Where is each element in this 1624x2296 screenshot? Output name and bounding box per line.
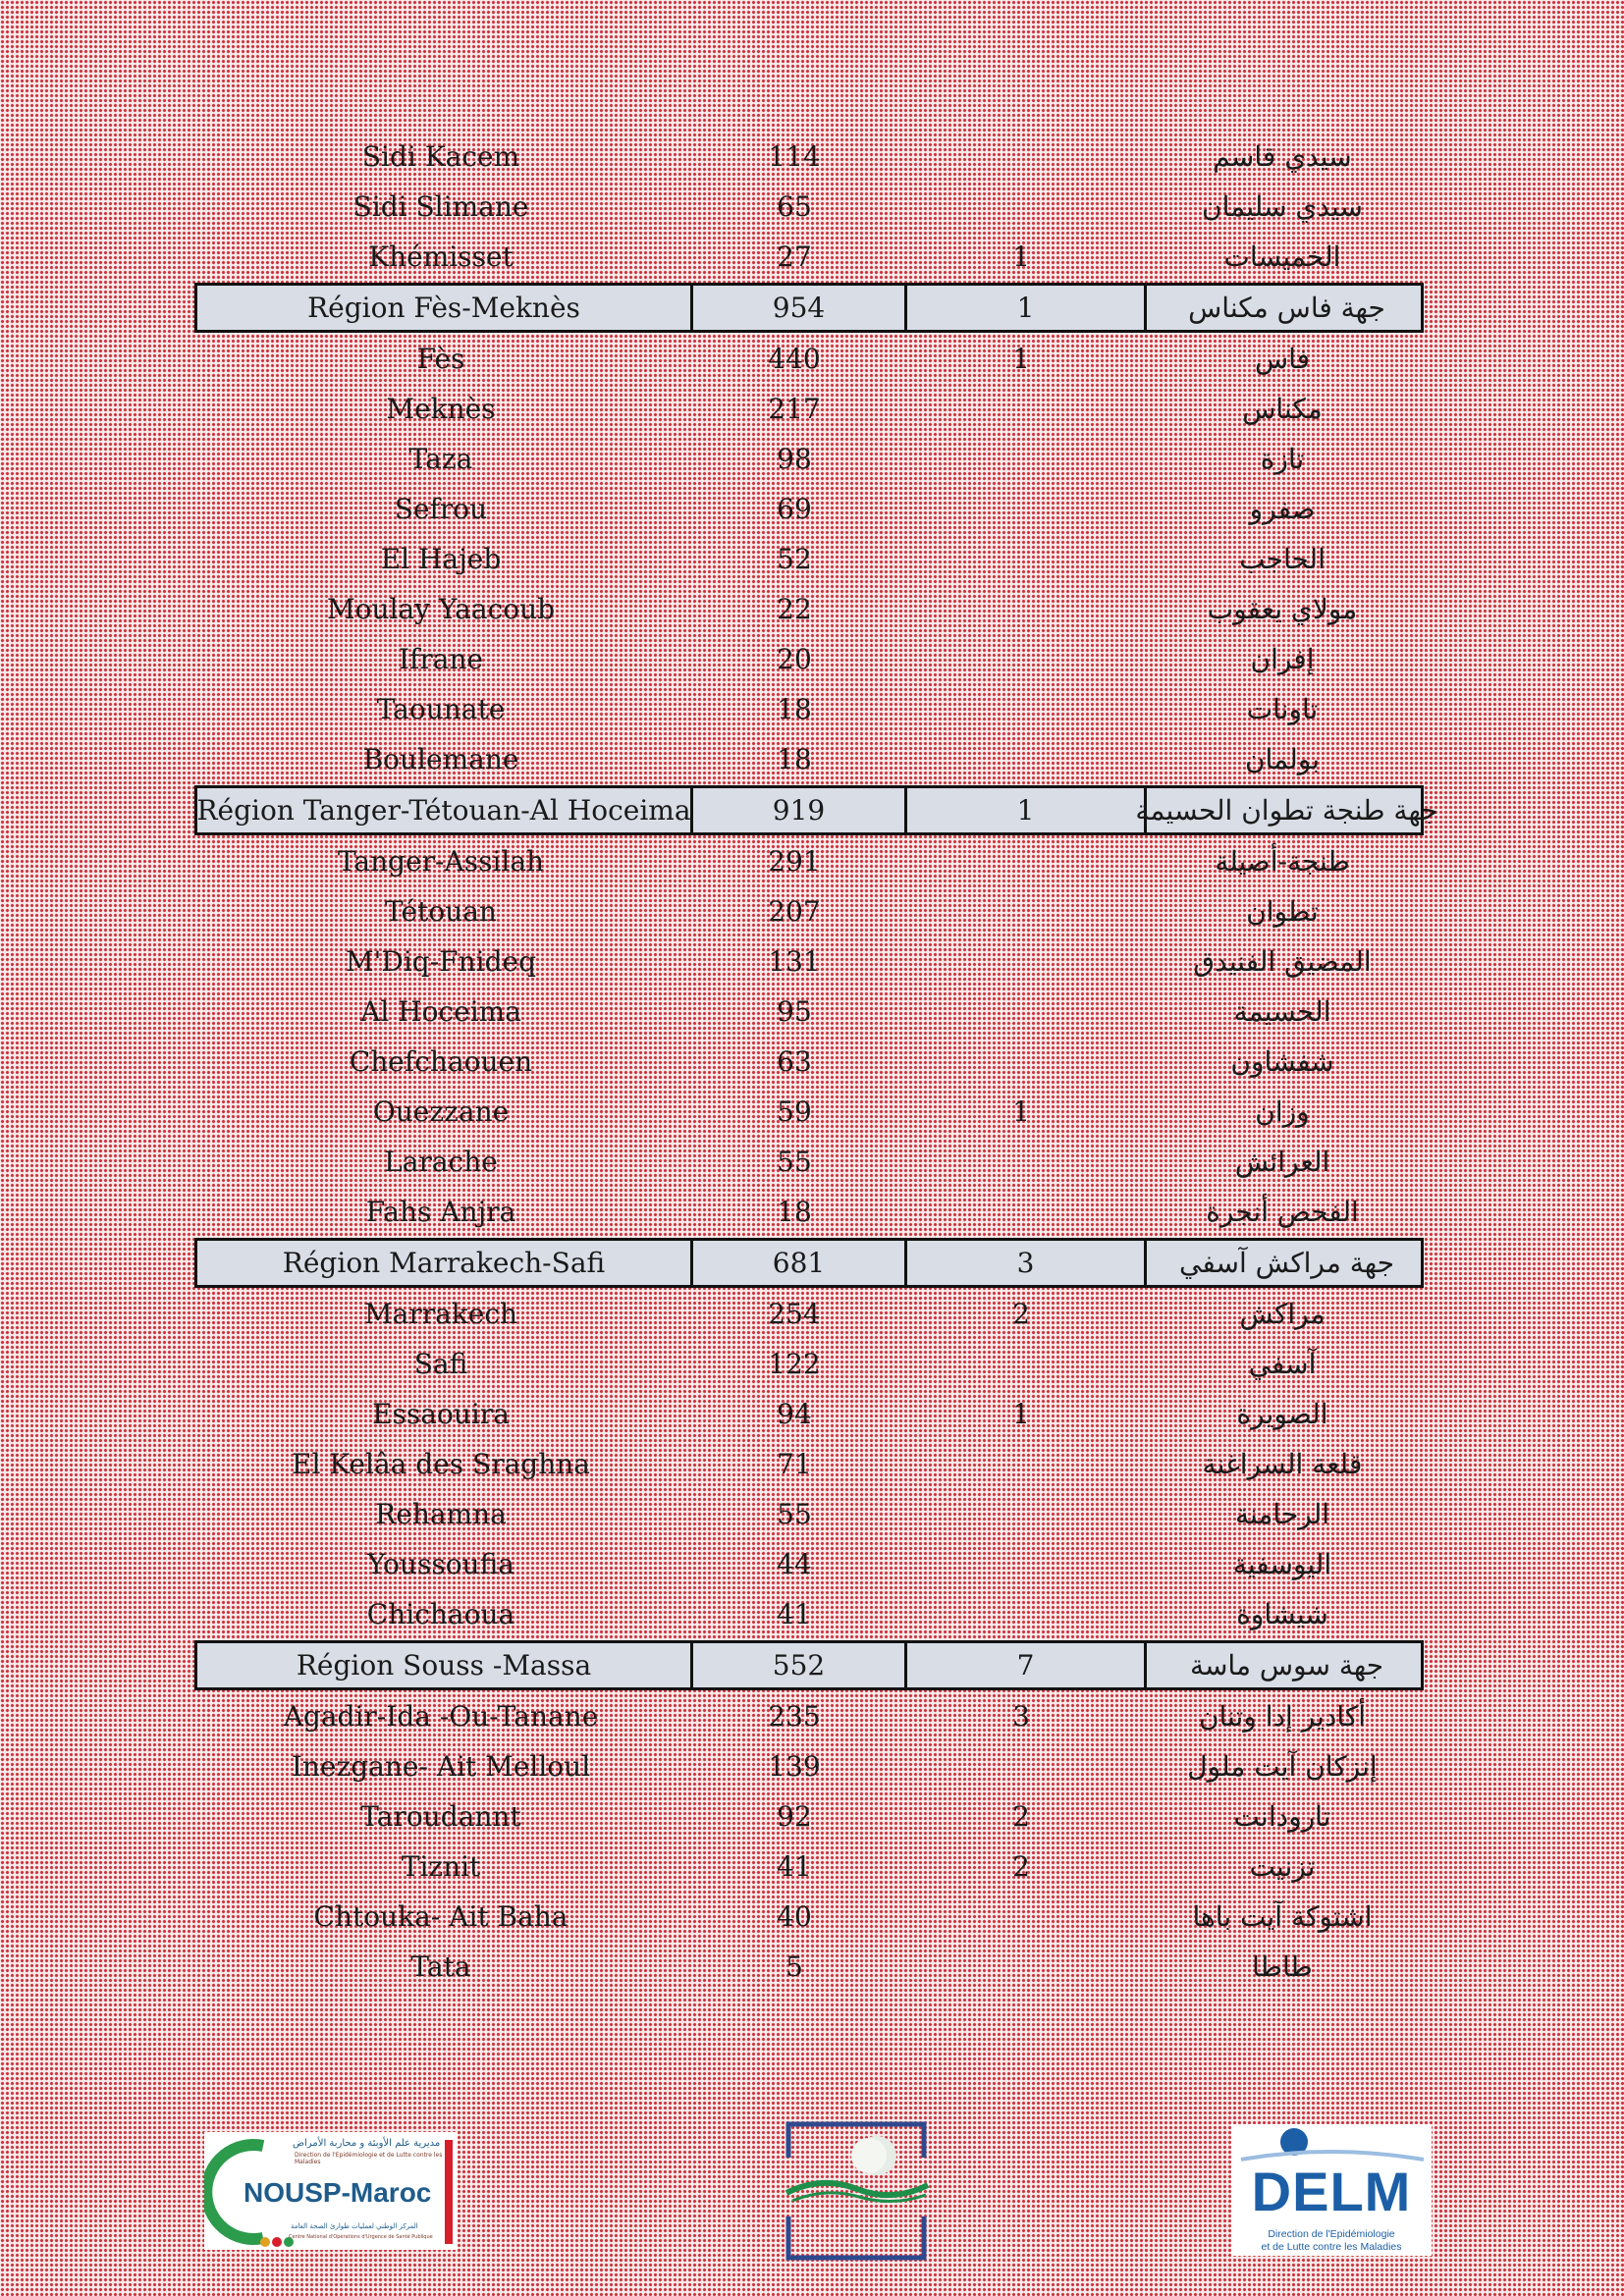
province-row — [194, 1439, 1424, 1489]
name-ar-cell: بولمان — [1244, 743, 1321, 775]
name-fr-cell: Ouezzane — [372, 1095, 510, 1128]
name-ar-cell: طاطا — [1252, 1950, 1313, 1983]
cases-cell: 18 — [777, 743, 812, 775]
nousp-name: NOUSP-Maroc — [244, 2177, 432, 2208]
province-row — [194, 182, 1424, 232]
province-row — [194, 1187, 1424, 1237]
cases-cell: 69 — [777, 493, 812, 525]
deaths-cell: 3 — [1012, 1700, 1030, 1733]
province-row — [194, 1791, 1424, 1842]
name-ar-cell: تازة — [1260, 443, 1305, 475]
ministry-emblem-icon — [783, 2118, 930, 2264]
name-fr-cell: Région Marrakech-Safi — [282, 1247, 606, 1279]
name-fr-cell: Youssoufia — [367, 1548, 514, 1580]
name-ar-cell: سيدي قاسم — [1213, 140, 1352, 173]
name-fr-cell: Sidi Kacem — [361, 140, 520, 173]
name-ar-cell: شيشاوة — [1236, 1598, 1328, 1630]
nousp-arabic-subtitle: المركز الوطني لعمليات طوارئ الصحة العامة — [291, 2222, 418, 2230]
name-ar-cell: إفران — [1250, 643, 1315, 675]
province-row — [194, 1741, 1424, 1791]
name-ar-cell: إنزكان آيت ملول — [1187, 1750, 1378, 1783]
delm-logo — [1231, 2124, 1432, 2256]
province-row — [194, 1691, 1424, 1741]
deaths-cell: 1 — [904, 788, 1144, 832]
deaths-cell: 1 — [1012, 1095, 1030, 1128]
region-row — [194, 785, 1438, 835]
name-ar-cell: وزان — [1255, 1095, 1310, 1128]
name-fr-cell: Sidi Slimane — [352, 190, 529, 223]
name-fr-cell: Safi — [413, 1348, 468, 1380]
name-fr-cell: Tiznit — [401, 1850, 481, 1883]
province-row — [194, 836, 1424, 886]
name-ar-cell: جهة سوس ماسة — [1144, 1643, 1427, 1687]
province-row — [194, 1037, 1424, 1087]
province-row — [194, 434, 1424, 484]
name-fr-cell: Chefchaouen — [349, 1045, 533, 1078]
cases-cell: 52 — [777, 543, 812, 575]
name-fr-cell: Taza — [408, 443, 473, 475]
cases-cell: 18 — [777, 693, 812, 725]
name-fr-cell: Larache — [384, 1146, 498, 1178]
name-fr-cell: Tétouan — [385, 895, 497, 928]
nousp-maroc-logo — [204, 2132, 458, 2250]
province-row — [194, 734, 1424, 784]
name-ar-cell: جهة مراكش آسفي — [1144, 1241, 1427, 1285]
nousp-french-subtitle: Centre National d'Opérations d'Urgence de Santé Publique — [289, 2234, 433, 2240]
name-fr-cell: Khémisset — [368, 240, 514, 273]
name-fr-cell: Al Hoceima — [360, 995, 521, 1028]
cases-cell: 954 — [690, 286, 904, 330]
province-row — [194, 334, 1424, 384]
name-ar-cell: شفشاون — [1230, 1045, 1334, 1078]
province-row — [194, 1137, 1424, 1187]
name-ar-cell: طنجة-أصيلة — [1215, 845, 1350, 878]
name-fr-cell: Tata — [410, 1950, 471, 1983]
deaths-cell: 2 — [1012, 1800, 1030, 1833]
cases-cell: 235 — [768, 1700, 821, 1733]
region-row — [194, 1238, 1424, 1288]
delm-name: DELM — [1251, 2161, 1412, 2222]
province-row — [194, 1339, 1424, 1389]
delm-subtitle-line1: Direction de l'Epidémiologie — [1268, 2228, 1395, 2240]
cases-cell: 5 — [785, 1950, 803, 1983]
nousp-arabic-title: مديرية علم الأوبئة و محاربة الأمراض — [293, 2138, 441, 2149]
name-ar-cell: الحسيمة — [1233, 995, 1331, 1028]
name-fr-cell: Taroudannt — [360, 1800, 521, 1833]
name-ar-cell: جهة فاس مكناس — [1144, 286, 1427, 330]
name-ar-cell: الفحص أنجرة — [1206, 1196, 1359, 1228]
regional-cases-table — [194, 132, 1438, 1992]
deaths-cell: 1 — [1012, 1398, 1030, 1430]
province-row — [194, 1389, 1424, 1439]
cases-cell: 291 — [768, 845, 821, 878]
name-ar-cell: تطوان — [1246, 895, 1319, 928]
ministry-logo — [783, 2118, 930, 2264]
name-ar-cell: آسفي — [1248, 1348, 1317, 1380]
cases-cell: 20 — [777, 643, 812, 675]
cases-cell: 552 — [690, 1643, 904, 1687]
cases-cell: 41 — [777, 1598, 812, 1630]
name-fr-cell: Ifrane — [398, 643, 484, 675]
deaths-cell: 1 — [1012, 240, 1030, 273]
cases-cell: 65 — [777, 190, 812, 223]
region-row — [194, 283, 1424, 333]
name-fr-cell: Boulemane — [362, 743, 519, 775]
name-ar-cell: سيدي سليمان — [1202, 190, 1363, 223]
name-fr-cell: Chtouka- Ait Baha — [313, 1900, 568, 1933]
name-fr-cell: Région Tanger-Tétouan-Al Hoceima — [196, 794, 691, 827]
name-fr-cell: Moulay Yaacoub — [326, 593, 556, 625]
name-fr-cell: Inezgane- Ait Melloul — [291, 1750, 591, 1783]
province-row — [194, 1289, 1424, 1339]
nousp-french-title: Direction de l'Epidémiologie et de Lutte contre les Maladies — [295, 2152, 443, 2165]
name-ar-cell: مولاي يعقوب — [1207, 593, 1358, 625]
cases-cell: 440 — [768, 343, 821, 375]
name-fr-cell: El Kelâa des Sraghna — [292, 1448, 590, 1480]
cases-cell: 98 — [777, 443, 812, 475]
province-row — [194, 1539, 1424, 1589]
name-fr-cell: M'Diq-Fnideq — [346, 945, 536, 978]
deaths-cell: 1 — [1012, 343, 1030, 375]
province-row — [194, 1087, 1424, 1137]
delm-subtitle-line2: et de Lutte contre les Maladies — [1261, 2241, 1402, 2253]
cases-cell: 92 — [777, 1800, 812, 1833]
name-ar-cell: قلعة السراغنة — [1202, 1448, 1363, 1480]
region-row — [194, 1640, 1424, 1690]
name-ar-cell: مراكش — [1239, 1298, 1326, 1330]
province-row — [194, 1489, 1424, 1539]
province-row — [194, 1942, 1424, 1992]
cases-cell: 217 — [768, 393, 821, 425]
name-fr-cell: Fès — [416, 343, 465, 375]
name-fr-cell: Fahs Anjra — [365, 1196, 516, 1228]
cases-cell: 131 — [768, 945, 821, 978]
name-fr-cell: Meknès — [386, 393, 496, 425]
name-ar-cell: الرحامنة — [1234, 1498, 1330, 1530]
deaths-cell: 2 — [1012, 1850, 1030, 1883]
name-ar-cell: مكناس — [1242, 393, 1323, 425]
province-row — [194, 936, 1424, 987]
cases-cell: 919 — [690, 788, 904, 832]
name-fr-cell: Région Souss -Massa — [296, 1649, 592, 1682]
name-fr-cell: Agadir-Ida -Ou-Tanane — [283, 1700, 599, 1733]
cases-cell: 71 — [777, 1448, 812, 1480]
name-fr-cell: Marrakech — [363, 1298, 518, 1330]
name-fr-cell: Région Fès-Meknès — [307, 292, 580, 324]
name-ar-cell: جهة طنجة تطوان الحسيمة — [1144, 788, 1427, 832]
province-row — [194, 132, 1424, 182]
cases-cell: 55 — [777, 1146, 812, 1178]
province-row — [194, 1892, 1424, 1942]
cases-cell: 122 — [768, 1348, 821, 1380]
name-ar-cell: صفرو — [1249, 493, 1316, 525]
name-ar-cell: تزنيت — [1249, 1850, 1316, 1883]
name-ar-cell: العرائش — [1234, 1146, 1330, 1178]
cases-cell: 139 — [768, 1750, 821, 1783]
name-ar-cell: فاس — [1254, 343, 1311, 375]
cases-cell: 95 — [777, 995, 812, 1028]
cases-cell: 63 — [777, 1045, 812, 1078]
name-ar-cell: اشتوكة آيت باها — [1192, 1900, 1373, 1933]
province-row — [194, 1589, 1424, 1639]
deaths-cell: 2 — [1012, 1298, 1030, 1330]
cases-cell: 59 — [777, 1095, 812, 1128]
cases-cell: 18 — [777, 1196, 812, 1228]
cases-cell: 207 — [768, 895, 821, 928]
name-ar-cell: أكادير إدا وتنان — [1198, 1700, 1367, 1733]
cases-cell: 55 — [777, 1498, 812, 1530]
name-fr-cell: El Hajeb — [380, 543, 502, 575]
cases-cell: 94 — [777, 1398, 812, 1430]
deaths-cell: 3 — [904, 1241, 1144, 1285]
name-fr-cell: Taounate — [376, 693, 506, 725]
name-ar-cell: الصويرة — [1236, 1398, 1328, 1430]
province-row — [194, 584, 1424, 634]
name-ar-cell: اليوسفية — [1232, 1548, 1332, 1580]
cases-cell: 681 — [690, 1241, 904, 1285]
cases-cell: 40 — [777, 1900, 812, 1933]
province-row — [194, 987, 1424, 1037]
cases-cell: 114 — [768, 140, 821, 173]
footer-logos — [0, 2110, 1624, 2258]
province-row — [194, 534, 1424, 584]
name-fr-cell: Sefrou — [394, 493, 488, 525]
deaths-cell: 1 — [904, 286, 1144, 330]
province-row — [194, 384, 1424, 434]
name-ar-cell: تارودانت — [1233, 1800, 1331, 1833]
name-ar-cell: تاونات — [1246, 693, 1319, 725]
name-ar-cell: الحاجب — [1239, 543, 1326, 575]
cases-cell: 254 — [768, 1298, 821, 1330]
province-row — [194, 1842, 1424, 1892]
cases-cell: 27 — [777, 240, 812, 273]
name-fr-cell: Rehamna — [375, 1498, 507, 1530]
province-row — [194, 886, 1424, 936]
delm-figure-icon — [1231, 2124, 1432, 2163]
name-fr-cell: Tanger-Assilah — [337, 845, 545, 878]
name-fr-cell: Chichaoua — [366, 1598, 515, 1630]
province-row — [194, 484, 1424, 534]
cases-cell: 44 — [777, 1548, 812, 1580]
province-row — [194, 634, 1424, 684]
province-row — [194, 684, 1424, 734]
province-row — [194, 232, 1424, 282]
deaths-cell: 7 — [904, 1643, 1144, 1687]
name-ar-cell: الخميسات — [1223, 240, 1341, 273]
cases-cell: 41 — [777, 1850, 812, 1883]
name-fr-cell: Essaouira — [372, 1398, 510, 1430]
name-ar-cell: المضيق الفنيدق — [1193, 945, 1372, 978]
cases-cell: 22 — [777, 593, 812, 625]
